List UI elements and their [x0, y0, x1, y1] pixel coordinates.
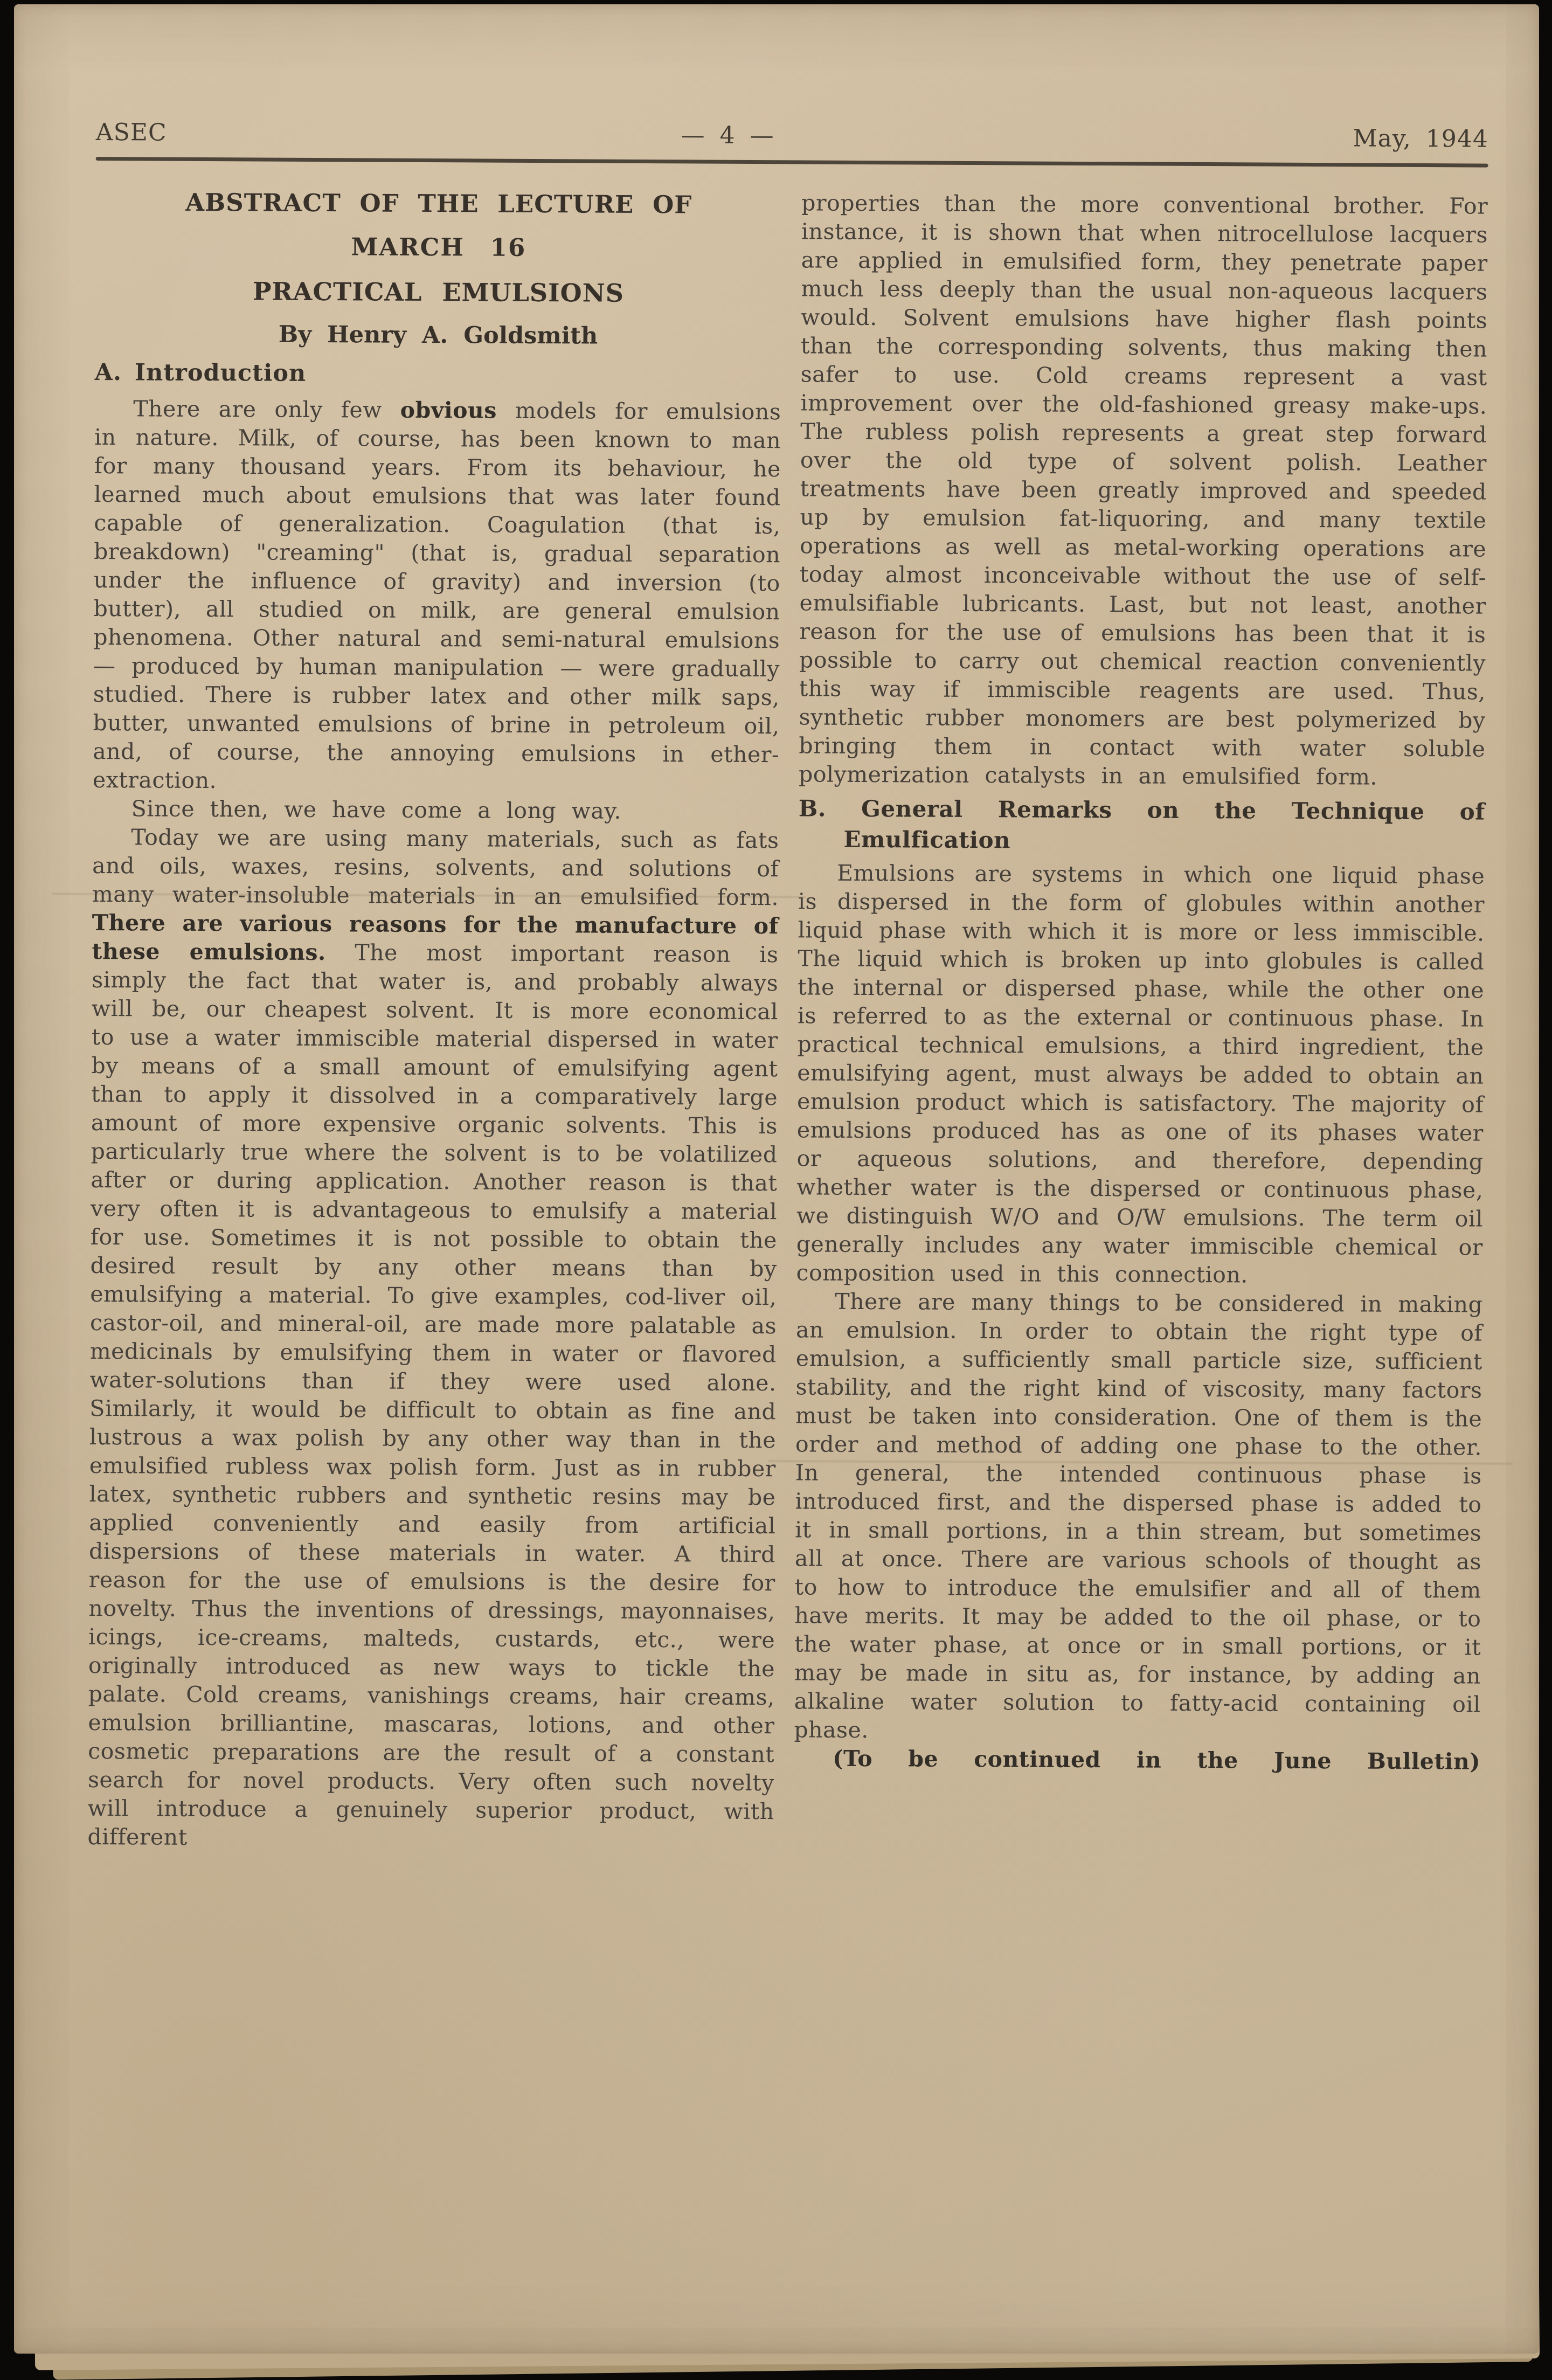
- section-heading: A. Introduction: [94, 358, 307, 387]
- left-column-body: [87, 359, 781, 1855]
- title-line-3: PRACTICAL EMULSIONS: [252, 276, 625, 308]
- title-line-1: ABSTRACT OF THE LECTURE OF: [185, 188, 692, 219]
- paragraph: [93, 794, 779, 826]
- paragraph: [87, 823, 779, 1855]
- left-column: [87, 185, 782, 1855]
- paragraph: [93, 395, 781, 798]
- page-header: [96, 119, 1488, 153]
- article-title: [95, 188, 782, 350]
- body-text: The most important reason is simply the fact that water is, and probably always will be, our cheapest solvent. It is more economical to use a water immiscible material dispersed in water by means of a small amount of emulsifying agent than to apply it dissolved in a comparatively large amount of more expensive organic solvents. This is particularly true where the solvent is to be volatilized after or during application. Another reason is that very often it is advantageous to emulsify a material for use. Sometimes it is not possible to obtain the desired result by any other means than by emulsifying a material. To give examples, cod-liver oil, castor-oil, and mineral-oil, are made more palatable as medicinals by emulsifying them in water or flavored water-solutions than if they were used alone. Similarly, it would be difficult to obtain as fine and lustrous a wax polish by any other way than in the emulsified rubless wax polish form. Just as in rubber latex, synthetic rubbers and synthetic resins may be applied conveniently and easily from artificial dispersions of these materials in water. A third reason for the use of emulsions is the desire for novelty. Thus the inventions of dressings, mayonnaises, icings, ice-creams, malteds, custards, etc., were originally introduced as new ways to tickle the palate. Cold creams, vanishings creams, hair creams, emulsion brilliantine, mascaras, lotions, and other cosmetic preparations are the result of a constant search for novel products. Very often such novelty will introduce a genuinely superior product, with different: [87, 939, 779, 1850]
- publication-name: ASEC: [95, 119, 167, 147]
- right-column: [793, 189, 1488, 1858]
- body-text: properties than the more conventional brother. For instance, it is shown that when nitrocellulose lacquers are applied in emulsified form, they penetrate paper much less deeply than the usual non-aqueous lacquers would. Solvent emulsions have higher flash points than the corresponding solvents, thus making then safer to use. Cold creams represent a vast improvement over the old-fashioned greasy make-ups. The rubless polish represents a great step forward over the old type of solvent polish. Leather treatments have been greatly improved and speeded up by emulsion fat-liquoring, and many textile operations as well as metal-working operations are today almost inconceivable without the use of self-emulsifiable lubricants. Last, but not least, another reason for the use of emulsions has been that it is possible to carry out chemical reaction conveniently this way if immiscible reagents are used. Thus, synthetic rubber monomers are best polymerized by bringing them in contact with water soluble polymerization catalysts in an emulsified form.: [798, 190, 1488, 790]
- paragraph: [799, 189, 1488, 792]
- body-text: Today we are using many materials, such as fats and oils, waxes, resins, solvents, and solutions of many water-insoluble materials in an emulsified form.: [92, 824, 779, 911]
- page-content: [87, 119, 1488, 1858]
- header-rule: [96, 157, 1488, 168]
- title-line-2: MARCH 16: [351, 232, 526, 262]
- body-text: Emulsions are systems in which one liquid phase is dispersed in the form of globules within another liquid phase with which it is more or less immiscible. The liquid which is broken up into globules is called the internal or dispersed phase, while the other one is referred to as the external or continuous phase. In practical technical emulsions, a third ingredient, the emulsifying agent, must always be added to obtain an emulsion product which is satisfactory. The majority of emulsions produced has as one of its phases water or aqueous solutions, and therefore, depending whether water is the dispersed or continuous phase, we distinguish W/O and O/W emulsions. The term oil generally includes any water immiscible chemical or composition used in this connection.: [796, 860, 1485, 1288]
- paragraph: [794, 1744, 1480, 1776]
- issue-date: May, 1944: [1353, 124, 1488, 153]
- bold-emphasis: obvious: [400, 397, 497, 424]
- body-text: Since then, we have come a long way.: [131, 795, 622, 824]
- bold-emphasis: There are various reasons for the manufacture of these emulsions.: [92, 909, 779, 966]
- bold-emphasis: (To be continued in the June Bulletin): [833, 1745, 1481, 1775]
- body-text: models for emulsions in nature. Milk, of course, has been known to man for many thousand years. From its behaviour, he learned much about emulsions that was later found capable of generalization. Coagulation (that is, breakdown) "creaming" (that is, gradual separation under the influence of gravity) and inversion (to butter), all studied on milk, are general emulsion phenomena. Other natural and semi-natural emulsions — produced by human manipulation — were gradually studied. There is rubber latex and other milk saps, butter, unwanted emulsions of brine in petroleum oil, and, of course, the annoying emulsions in ether-extraction.: [92, 397, 781, 794]
- section-heading: [798, 793, 1485, 857]
- page-number: — 4 —: [681, 121, 774, 150]
- paragraph: [794, 1287, 1482, 1747]
- paper-sheet: [14, 4, 1539, 2354]
- two-column-layout: [87, 185, 1488, 1858]
- section-heading-line-2: Emulfication: [843, 826, 1011, 854]
- body-text: There are many things to be considered in making an emulsion. In order to obtain the right type of emulsion, a sufficiently small particle size, sufficient stability, and the right kind of viscosity, many factors must be taken into consideration. One of them is the order and method of adding one phase to the other. In general, the intended continuous phase is introduced first, and the dispersed phase is added to it in small portions, in a thin stream, but sometimes all at once. There are various schools of thought as to how to introduce the emulsifier and all of them have merits. It may be added to the oil phase, or to the water phase, at once or in small portions, or it may be made in situ as, for instance, by adding an alkaline water solution to fatty-acid containing oil phase.: [794, 1288, 1483, 1744]
- body-text: There are only few: [133, 396, 400, 423]
- section-heading-line-1: B. General Remarks on the Technique of: [798, 795, 1485, 825]
- paragraph: [796, 859, 1485, 1290]
- byline: By Henry A. Goldsmith: [278, 321, 598, 350]
